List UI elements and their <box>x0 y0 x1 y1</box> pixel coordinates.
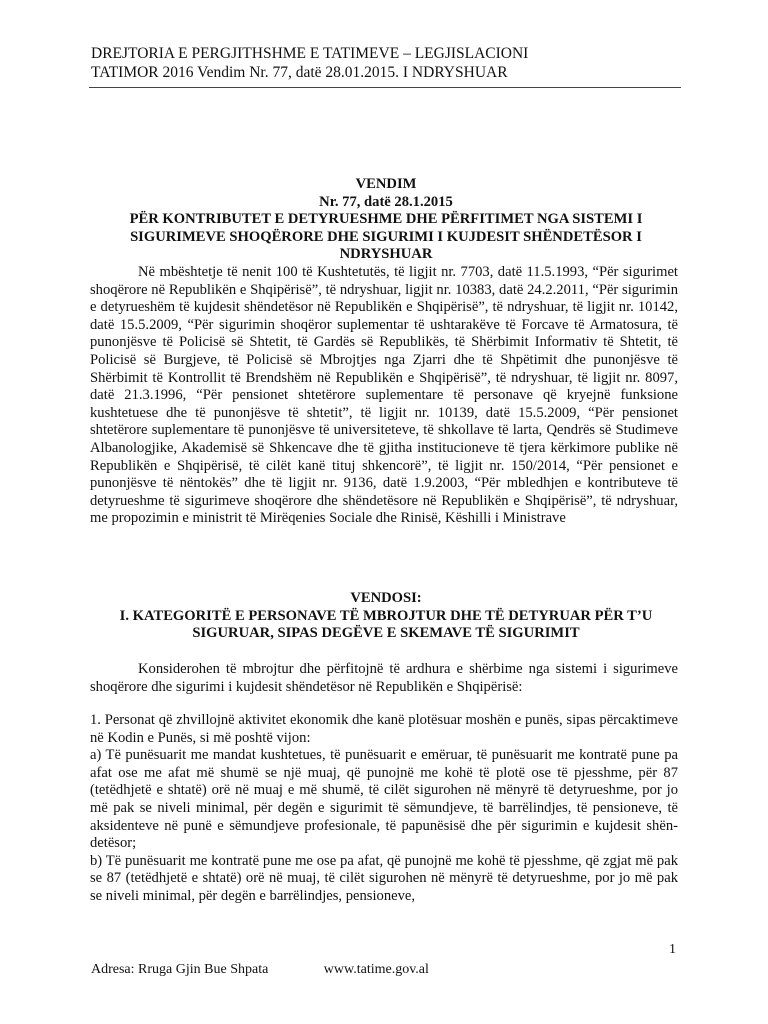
considered-paragraph: Konsiderohen të mbrojtur dhe përfitojnë të ardhura e shërbime nga sistemi i sigurimeve shoqërore dhe sigurimi i kujdesit shëndetësor në Republikën e Shqipërisë: <box>90 661 678 695</box>
list-item-1: 1. Personat që zhvillojnë aktivitet ekonomik dhe kanë plotësuar moshën e punës, sipas përcaktimeve në Kodin e Punës, si më poshtë vijon: <box>90 712 678 746</box>
document-header <box>91 44 691 82</box>
footer-website-link[interactable]: www.tatime.gov.al <box>323 962 429 977</box>
header-line-2: TATIMOR 2016 Vendim Nr. 77, datë 28.01.2015. I NDRYSHUAR <box>91 64 508 81</box>
title-line-2: SIGURIMEVE SHOQËRORE DHE SIGURIMI I KUJDESIT SHËNDETËSOR I <box>130 228 642 245</box>
header-line-1: DREJTORIA E PERGJITHSHME E TATIMEVE – LEGJISLACIONI <box>91 45 529 62</box>
title-word: VENDIM <box>355 176 417 192</box>
decision-heading <box>96 590 676 643</box>
decision-title <box>96 176 676 264</box>
footer-address: Adresa: Rruga Gjin Bue Shpata <box>91 962 269 977</box>
considered-section <box>90 661 678 696</box>
list-item-a: a) Të punësuarit me mandat kushtetues, të punësuarit e emëruar, të punësuarit me kontratë pune pa afat ose me afat më shumë se një muaj, që punojnë me kohë të plotë ose të pjesshme, për 87 (tetëdhjetë e shtatë) orë në muaj e më shumë, të cilët sigurohen në mënyrë të detyrueshme, por jo më pak se niveli minimal, për degën e sigurimit të sëmundjeve, të barrëlindjes, të pensioneve, të aksidenteve në punë e sëmundjeve profesionale, të papunësisë dhe për sigurimin e kujdesit shën-detësor; <box>90 747 678 852</box>
preamble-paragraph: Në mbështetje të nenit 100 të Kushtetutës, të ligjit nr. 7703, datë 11.5.1993, “Për sigurimet shoqërore në Republikën e Shqipërisë”, të ndryshuar, ligjit nr. 10383, datë 24.2.2011, “Për sigurimin e detyrueshëm të kujdesit shëndetësor në Republikën e Shqipërisë”, të ndryshuar, të ligjit nr. 10142, datë 15.5.2009, “Për sigurimin shoqëror suplementar të ushtarakëve të Forcave të Armatosura, të punonjësve të Policisë së Shtetit, të Gardës së Republikës, të Shërbimit Informativ të Shtetit, të Policisë së Burgjeve, të Policisë së Mbrojtjes nga Zjarri dhe të Shpëtimit dhe punonjësve të Shërbimit të Kontrollit të Brendshëm në Republikën e Shqipërisë”, të ndryshuar, të ligjit nr. 8097, datë 21.3.1996, “Për pensionet shtetërore suplementare të personave që kryejnë funksione kushtetuese dhe të punonjësve të shtetit”, të ligjit nr. 10139, datë 15.5.2009, “Për pensionet shtetërore suplementare të punonjësve të universiteteve, të shkollave të larta, Qendrës së Studimeve Albanologjike, Akademisë së Shkencave dhe të gjitha institucioneve të tjera kërkimore publike në Republikën e Shqipërisë, të cilët kanë tituj shkencorë”, të ligjit nr. 150/2014, “Për pensionet e punonjësve të nëntokës” dhe të ligjit nr. 9136, datë 1.9.2003, “Për mbledhjen e kontributeve të detyrueshme të sigurimeve shoqërore dhe shëndetësore në Republikën e Shqipërisë”, të ndryshuar, me propozimin e ministrit të Mirëqenies Sociale dhe Rinisë, Këshilli i Ministrave <box>90 264 678 527</box>
title-line-1: PËR KONTRIBUTET E DETYRUESHME DHE PËRFITIMET NGA SISTEMI I <box>129 211 643 227</box>
title-number: Nr. 77, datë 28.1.2015 <box>319 193 453 210</box>
section-heading-line-2: SIGURUAR, SIPAS DEGËVE E SKEMAVE TË SIGURIMIT <box>192 625 580 641</box>
title-line-3: NDRYSHUAR <box>339 246 433 262</box>
header-divider <box>89 87 681 88</box>
section-heading-line-1: I. KATEGORITË E PERSONAVE TË MBROJTUR DHE TË DETYRUAR PËR T’U <box>119 607 653 624</box>
preamble-section <box>90 264 678 528</box>
page-footer <box>91 962 429 978</box>
category-list <box>90 712 678 906</box>
list-item-b: b) Të punësuarit me kontratë pune me ose pa afat, që punojnë me kohë të pjesshme, që zgjat më pak se 87 (tetëdhjetë e shtatë) orë në muaj, të cilët sigurohen në mënyrë të detyrueshme, por jo më pak se niveli minimal, për degën e barrëlindjes, pensioneve, <box>90 852 678 904</box>
decision-word: VENDOSI: <box>350 590 422 606</box>
page-number: 1 <box>669 942 676 957</box>
